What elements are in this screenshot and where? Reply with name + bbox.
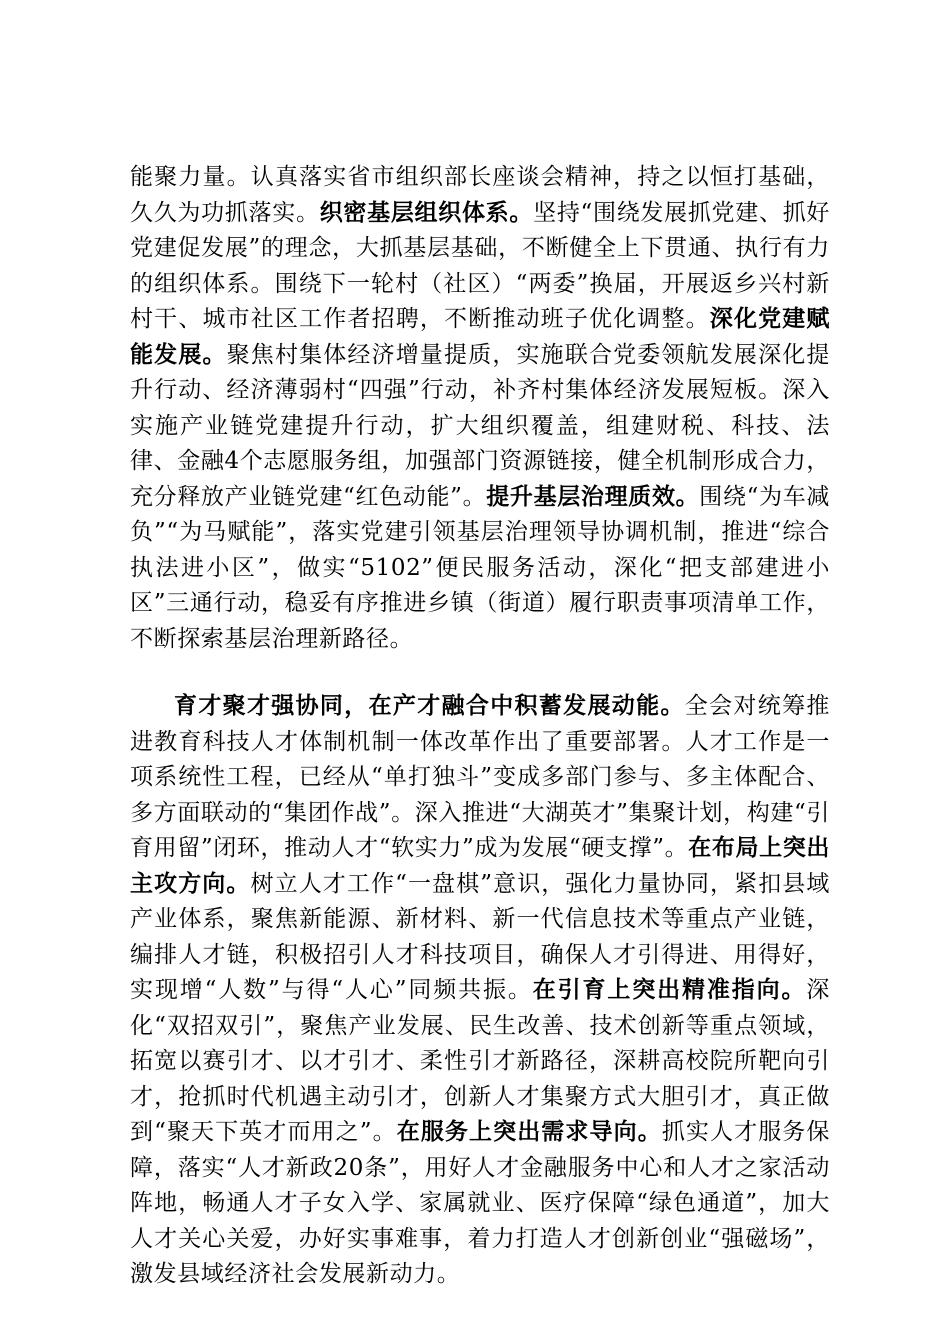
- heading-organization-system: 织密基层组织体系。: [319, 199, 534, 226]
- text-run: 全会对统筹推进教育科技人才体制机制一体改革作出了重要部署。人才工作是一项系统性工程，已经从“单打独斗”变成多部门参与、多主体配合、多方面联动的“集团作战”。深入推进“大湖英才”集聚计划，构建“引育用留”闭环，推动人才“软实力”成为发展“硬支撑”。: [130, 693, 830, 861]
- heading-layout: 在布局上突出主攻方向。: [130, 835, 830, 897]
- document-page: [130, 160, 830, 1293]
- paragraph-talent: [130, 689, 830, 1293]
- text-run: 聚焦村集体经济增量提质，实施联合党委领航发展深化提升行动、经济薄弱村“四强”行动，补齐村集体经济发展短板。深入实施产业链党建提升行动，扩大组织覆盖，组建财税、科技、法律、金融4个志愿服务组，加强部门资源链接，健全机制形成合力，充分释放产业链党建“红色动能”。: [130, 341, 831, 510]
- text-run: 抓实人才服务保障，落实“人才新政20条”，用好人才金融服务中心和人才之家活动阵地，畅通人才子女入学、家属就业、医疗保障“绿色通道”，加大人才关心关爱，办好实事难事，着力打造人才创新创业“强磁场”，激发县域经济社会发展新动力。: [130, 1119, 831, 1287]
- text-run: 坚持“围绕发展抓党建、抓好党建促发展”的理念，大抓基层基础，不断健全上下贯通、执行有力的组织体系。围绕下一轮村（社区）“两委”换届，开展返乡兴村新村干、城市社区工作者招聘，不断推动班子优化调整。: [130, 199, 830, 332]
- text-run: 能聚力量。认真落实省市组织部长座谈会精神，持之以恒打基础，久久为功抓落实。: [130, 164, 830, 226]
- text-run: 围绕“为车减负”“为马赋能”，落实党建引领基层治理领导协调机制，推进“综合执法进小区”，做实“5102”便民服务活动，深化“把支部建进小区”三通行动，稳妥有序推进乡镇（街道）履行职责事项清单工作，不断探索基层治理新路径。: [130, 483, 831, 652]
- heading-empowerment: 深化党建赋能发展。: [130, 306, 831, 368]
- text-run: 深化“双招双引”，聚焦产业发展、民生改善、技术创新等重点领域，拓宽以赛引才、以才引才、柔性引才新路径，深耕高校院所靶向引才，抢抓时代机遇主动引才，创新人才集聚方式大胆引才，真正做到“聚天下英才而用之”。: [130, 977, 830, 1145]
- heading-recruitment: 在引育上突出精准指向。: [532, 977, 807, 1003]
- text-run: 树立人才工作“一盘棋”意识，强化力量协同，紧扣县域产业体系，聚焦新能源、新材料、新一代信息技术等重点产业链，编排人才链，积极招引人才科技项目，确保人才引得进、用得好，实现增“人数”与得“人心”同频共振。: [130, 870, 830, 1003]
- section-heading-talent: 育才聚才强协同，在产才融合中积蓄发展动能。: [174, 693, 685, 719]
- paragraph-party-building: [130, 160, 830, 657]
- heading-governance: 提升基层治理质效。: [486, 483, 700, 510]
- heading-service: 在服务上突出需求导向。: [396, 1119, 662, 1145]
